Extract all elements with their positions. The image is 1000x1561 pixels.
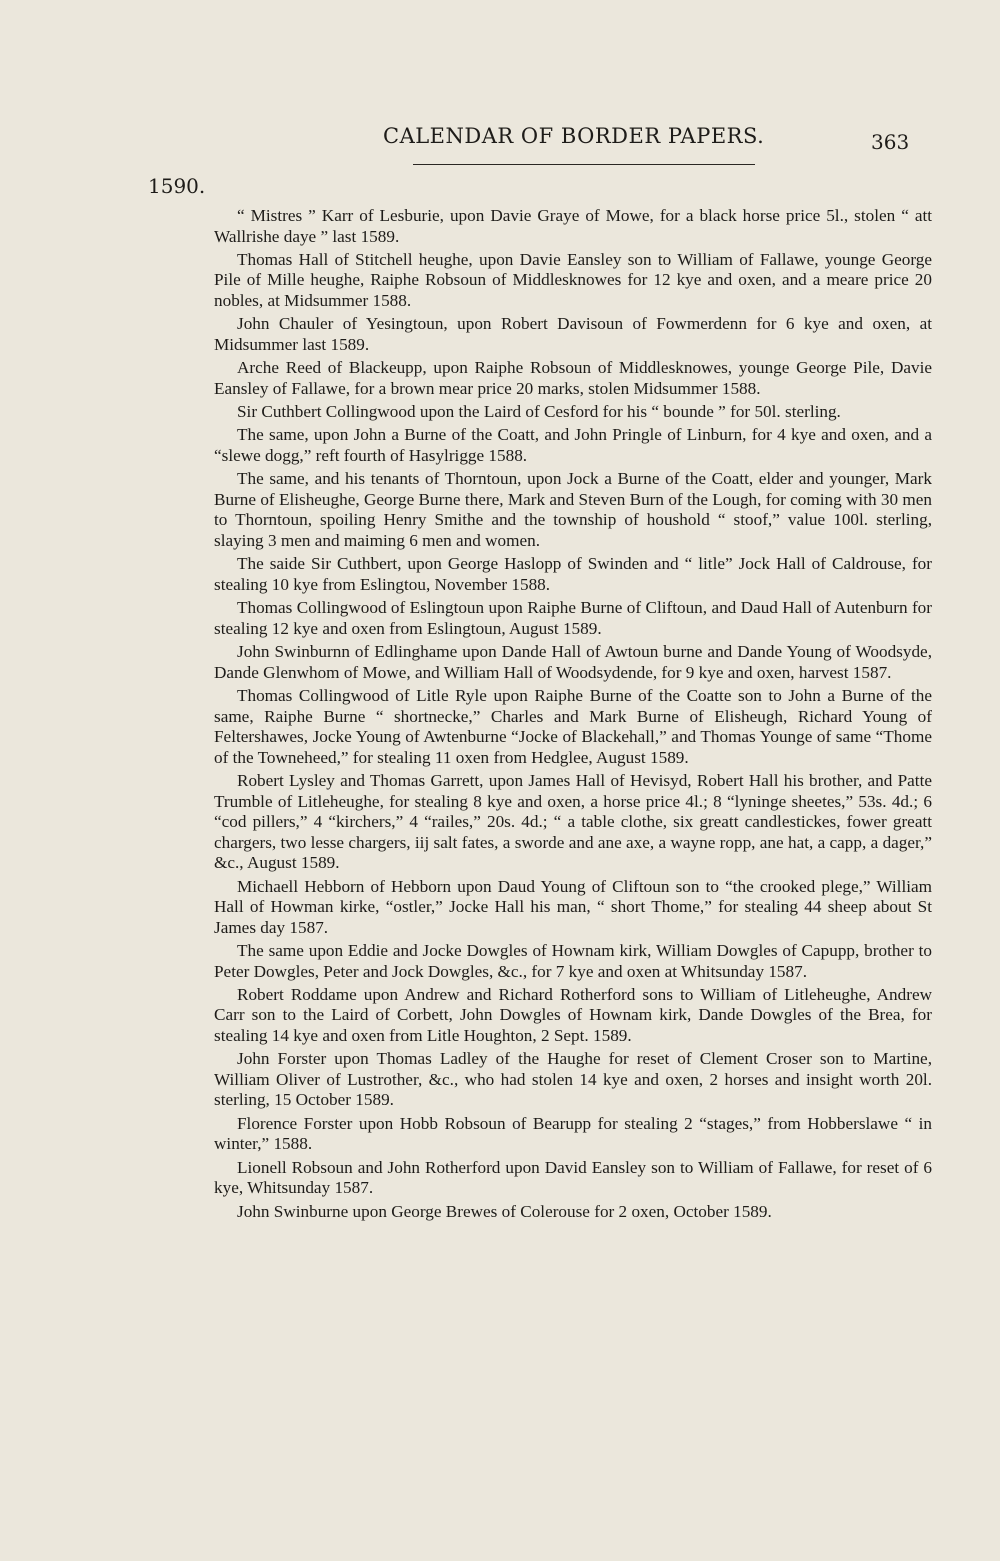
entry-list: [214, 206, 932, 1225]
entry-paragraph: Robert Roddame upon Andrew and Richard Rotherford sons to William of Litleheughe, Andrew Carr son to the Laird of Corbett, John Dowgles of Hownam kirk, Dande Dowgles of the Brea, for stealing 14 kye and oxen from Litle Houghton, 2 Sept. 1589.: [214, 984, 932, 1045]
entry-paragraph: Thomas Collingwood of Litle Ryle upon Raiphe Burne of the Coatte son to John a Burne of the same, Raiphe Burne “ shortnecke,” Charles and Mark Burne of Elisheugh, Richard Young of Feltershawes, Jocke Young of Awtenburne “Jocke of Blackehall,” and Thomas Younge of same “Thome of the Towneheed,” for stealing 11 oxen from Hedglee, August 1589.: [214, 686, 932, 767]
entry-paragraph: John Chauler of Yesingtoun, upon Robert Davisoun of Fowmerdenn for 6 kye and oxen, at Midsummer last 1589.: [214, 314, 932, 354]
page-number: 363: [871, 130, 910, 154]
entry-paragraph: John Swinburnn of Edlinghame upon Dande Hall of Awtoun burne and Dande Young of Woodsyde, Dande Glenwhom of Mowe, and William Hall of Woodsydende, for 9 kye and oxen, harvest 1587.: [214, 642, 932, 682]
entry-paragraph: “ Mistres ” Karr of Lesburie, upon Davie Graye of Mowe, for a black horse price 5l., stolen “ att Wallrishe daye ” last 1589.: [214, 206, 932, 246]
entry-paragraph: John Swinburne upon George Brewes of Colerouse for 2 oxen, October 1589.: [237, 1201, 772, 1221]
entry-paragraph: The same, and his tenants of Thorntoun, upon Jock a Burne of the Coatt, elder and younger, Mark Burne of Elisheughe, George Burne there, Mark and Steven Burn of the Lough, for coming with 30 men to Thorntoun, spoiling Henry Smithe and the township of houshold “ stoof,” value 100l. sterling, slaying 3 men and maiming 6 men and women.: [214, 469, 932, 550]
entry-paragraph: Arche Reed of Blackeupp, upon Raiphe Robsoun of Middlesknowes, younge George Pile, Davie Eansley of Fallawe, for a brown mear price 20 marks, stolen Midsummer 1588.: [214, 358, 932, 398]
margin-year: 1590.: [148, 174, 206, 198]
entry-paragraph: Thomas Collingwood of Eslingtoun upon Raiphe Burne of Cliftoun, and Daud Hall of Autenburn for stealing 12 kye and oxen from Eslingtoun, August 1589.: [214, 598, 932, 638]
entry-paragraph: Sir Cuthbert Collingwood upon the Laird of Cesford for his “ bounde ” for 50l. sterling.: [237, 402, 841, 422]
entry-paragraph: Michaell Hebborn of Hebborn upon Daud Young of Cliftoun son to “the crooked plege,” William Hall of Howman kirke, “ostler,” Jocke Hall his man, “ short Thome,” for stealing 44 sheep about St James day 1587.: [214, 876, 932, 937]
running-title: CALENDAR OF BORDER PAPERS.: [383, 124, 765, 148]
entry-paragraph: Florence Forster upon Hobb Robsoun of Bearupp for stealing 2 “stages,” from Hobberslawe “ in winter,” 1588.: [214, 1113, 932, 1154]
entry-paragraph: The same upon Eddie and Jocke Dowgles of Hownam kirk, William Dowgles of Capupp, brother to Peter Dowgles, Peter and Jock Dowgles, &c., for 7 kye and oxen at Whitsunday 1587.: [214, 940, 932, 981]
entry-paragraph: The same, upon John a Burne of the Coatt, and John Pringle of Linburn, for 4 kye and oxen, and a “slewe dogg,” reft fourth of Hasylrigge 1588.: [214, 425, 932, 465]
entry-paragraph: John Forster upon Thomas Ladley of the Haughe for reset of Clement Croser son to Martine, William Oliver of Lustrother, &c., who had stolen 14 kye and oxen, 2 horses and insight worth 20l. sterling, 15 October 1589.: [214, 1049, 932, 1110]
entry-paragraph: The saide Sir Cuthbert, upon George Haslopp of Swinden and “ litle” Jock Hall of Caldrouse, for stealing 10 kye from Eslingtou, November 1588.: [214, 554, 932, 594]
entry-paragraph: Robert Lysley and Thomas Garrett, upon James Hall of Hevisyd, Robert Hall his brother, and Patte Trumble of Litleheughe, for stealing 8 kye and oxen, a horse price 4l.; 8 “lyninge sheetes,” 53s. 4d.; 6 “cod pillers,” 4 “kirchers,” 4 “railes,” 20s. 4d.; “ a table clothe, six greatt candlestickes, fower greatt chargers, two lesse chargers, iij salt fates, a sworde and ane axe, a wayne ropp, ane hat, a capp, a dager,” &c., August 1589.: [214, 770, 932, 873]
entry-paragraph: Thomas Hall of Stitchell heughe, upon Davie Eansley son to William of Fallawe, younge George Pile of Mille heughe, Raiphe Robsoun of Middlesknowes for 12 kye and oxen, and a meare price 20 nobles, at Midsummer 1588.: [214, 249, 932, 310]
entry-paragraph: Lionell Robsoun and John Rotherford upon David Eansley son to William of Fallawe, for reset of 6 kye, Whitsunday 1587.: [214, 1157, 932, 1198]
header-rule: [413, 164, 755, 165]
